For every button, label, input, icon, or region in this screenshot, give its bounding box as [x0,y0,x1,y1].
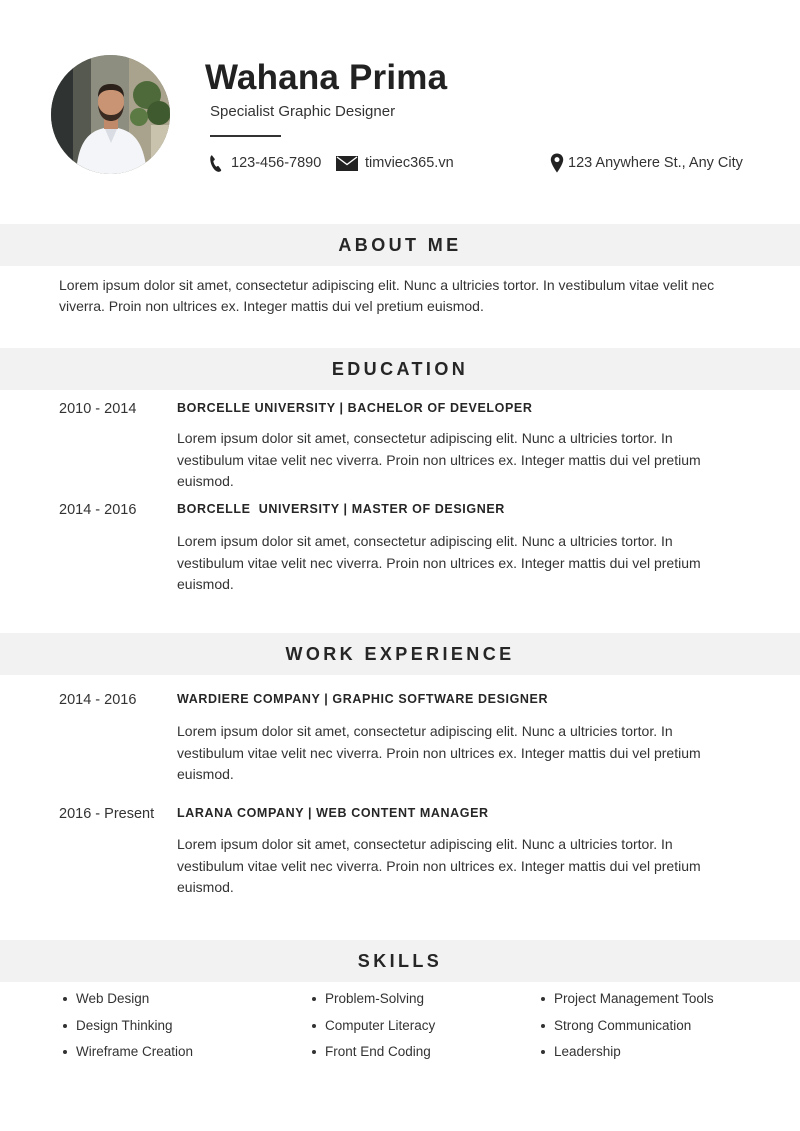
education-heading: EDUCATION [331,358,469,379]
contact-phone [206,153,321,173]
job-title: Specialist Graphic Designer [210,103,396,120]
title-divider [210,135,281,137]
work-section-header [0,633,800,675]
skills-column [60,988,193,1068]
education-entry-description: Lorem ipsum dolor sit amet, consectetur adipiscing elit. Nunc a ultricies tortor. In vestibulum vitae velit nec viverra. Proin non ultrices ex. Integer mattis dui vel pretium euismod. [177,533,701,592]
profile-photo-image [51,55,170,174]
skill-item: Computer Literacy [309,1015,435,1042]
location-pin-icon [548,153,566,173]
skill-item: Strong Communication [538,1015,714,1042]
education-entry-title: BORCELLE UNIVERSITY | BACHELOR OF DEVELOPER [177,401,533,415]
skills-column [309,988,435,1068]
skill-item: Problem-Solving [309,988,435,1015]
phone-icon [206,153,226,173]
education-entry-years: 2014 - 2016 [59,502,137,518]
phone-number: 123-456-7890 [231,155,322,171]
skills-heading: SKILLS [357,950,443,971]
address-text: 123 Anywhere St., Any City [568,155,743,171]
contact-address [548,153,743,173]
education-entry-description: Lorem ipsum dolor sit amet, consectetur adipiscing elit. Nunc a ultricies tortor. In vestibulum vitae velit nec viverra. Proin non ultrices ex. Integer mattis dui vel pretium euismod. [177,430,701,489]
education-entry-title: BORCELLE UNIVERSITY | MASTER OF DESIGNER [177,502,505,516]
work-entry-years: 2014 - 2016 [59,692,137,708]
skill-item: Front End Coding [309,1041,435,1068]
work-entry-years: 2016 - Present [59,806,155,822]
skill-item: Project Management Tools [538,988,714,1015]
education-section-header [0,348,800,390]
skill-item: Wireframe Creation [60,1041,193,1068]
skill-item: Web Design [60,988,193,1015]
contact-website [334,153,454,173]
about-heading: ABOUT ME [338,234,462,255]
work-entry-title: WARDIERE COMPANY | GRAPHIC SOFTWARE DESIGNER [177,692,549,706]
work-entry-description: Lorem ipsum dolor sit amet, consectetur adipiscing elit. Nunc a ultricies tortor. In vestibulum vitae velit nec viverra. Proin non ultrices ex. Integer mattis dui vel pretium euismod. [177,723,701,782]
work-entry-title: LARANA COMPANY | WEB CONTENT MANAGER [177,806,489,820]
profile-photo [51,55,170,174]
skill-item: Leadership [538,1041,714,1068]
website-url[interactable]: timviec365.vn [365,155,454,171]
skills-column [538,988,714,1068]
about-text: Lorem ipsum dolor sit amet, consectetur adipiscing elit. Nunc a ultricies tortor. In vestibulum vitae velit nec viverra. Proin non ultrices ex. Integer mattis dui vel pretium euismod. [59,277,715,314]
work-entry-description: Lorem ipsum dolor sit amet, consectetur adipiscing elit. Nunc a ultricies tortor. In vestibulum vitae velit nec viverra. Proin non ultrices ex. Integer mattis dui vel pretium euismod. [177,836,701,895]
skills-section-header [0,940,800,982]
skill-item: Design Thinking [60,1015,193,1042]
mail-icon [334,153,360,173]
about-section-header [0,224,800,266]
work-heading: WORK EXPERIENCE [285,643,515,664]
candidate-name: Wahana Prima [205,58,448,97]
education-entry-years: 2010 - 2014 [59,401,137,417]
